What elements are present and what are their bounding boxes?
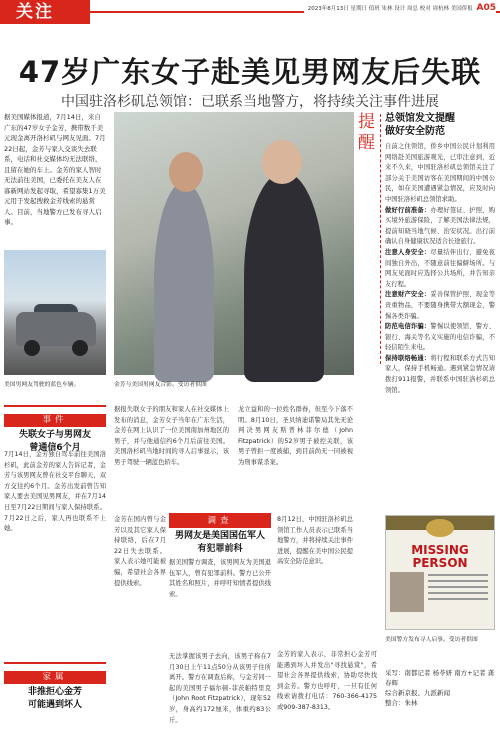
flyer-text-lines <box>428 574 488 604</box>
car-wheel <box>24 340 40 356</box>
credits-line3: 整合：朱林 <box>385 699 418 707</box>
sidebar-para2: 尽量结伴出行，避免夜间独自外出，不随意前往偏僻场所。与网友见面时应选择公共场所，并告知亲友行程。 <box>385 248 496 288</box>
masthead <box>304 3 496 13</box>
credits-line1: 采写：南都记者 杨苓妍 南方+记者 龚春辉 <box>385 669 495 687</box>
event-box-header <box>4 405 106 453</box>
col3-top-body: 龙立益和的一拉姓名群眷，但至今下落不明。8月10日，圣贝纳迪诺警局其先无论判决男网友斯普林菲尔德（John Fitzpatrick）的52岁男子被控关联，该男子曾拒一度被捕，到目前尚无一同被视为刑事谋杀案。 <box>238 406 353 466</box>
investigation-header <box>169 513 271 553</box>
family-tag: 家属 <box>4 671 106 684</box>
sidebar-para1: 办理好签证、护照，购买境外旅游保险，了解美国法律法规，提前知晓当地气候、治安状况。出行前确认自身健康状况适合长途旅行。 <box>385 206 496 246</box>
sidebar-para1-title: 做好行前准备： <box>385 206 431 214</box>
investigation-title-line2: 有犯罪前科 <box>197 544 243 554</box>
family-title-line1: 非推拒心金芳 <box>27 687 82 697</box>
car-photo <box>4 250 106 375</box>
investigation-body: 据美国警方调查，该男网友为美国退伍军人，曾有犯罪前科。警方已公开其姓名和照片，并呼吁知情者提供线索。 <box>169 559 271 598</box>
man-head <box>169 152 203 192</box>
top-bar <box>0 0 500 24</box>
car-wheel <box>72 340 88 356</box>
sheriff-seal-icon <box>426 519 454 537</box>
sidebar-para5-title: 保持联络畅通： <box>385 354 431 362</box>
credits-line2: 综合新京报、九派新闻 <box>385 689 450 697</box>
missing-person-flyer <box>385 515 495 630</box>
woman-figure <box>244 172 324 382</box>
masthead-paper: 美国侨报 <box>450 6 473 12</box>
family-title <box>4 686 106 712</box>
sidebar-para4: 警惕以使领馆、警方、银行、海关等名义实施的电信诈骗，不轻信陌生来电。 <box>385 323 496 352</box>
sidebar-para3-title: 注意财产安全： <box>385 291 431 299</box>
sidebar-headline-line2: 做好安全防范 <box>385 126 445 137</box>
family-box-header <box>4 662 106 710</box>
couple-photo <box>114 112 354 375</box>
event-tag: 事件 <box>4 414 106 427</box>
family-title-line2: 可能遇到坏人 <box>27 700 82 710</box>
investigation-bottom-body: 金芳的家人表示，非常担心金芳可能遇到坏人并发出"寻找悬赏"，希望社会各界提供线索，协助尽快找到金芳。警方也呼吁，一旦有任何线索请拨打电话：760-366-4175或909-387-8313。 <box>277 651 377 711</box>
investigation-title <box>169 530 271 556</box>
sidebar-body <box>385 142 495 507</box>
investigation-title-line1: 男网友是美国国伍军人 <box>174 531 265 541</box>
sidebar-para4-title: 防范电信诈骗： <box>385 323 431 331</box>
sidebar-para2-title: 注意人身安全： <box>385 248 431 256</box>
sidebar-para5: 将行程和联系方式告知家人，保持手机畅通。遇到紧急情况请拨打911报警，并联系中国驻洛杉矶总领馆。 <box>385 354 496 394</box>
car-caption: 美国男网友驾驶的蓝色车辆。 <box>4 382 80 388</box>
sidebar-divider <box>380 114 381 364</box>
col3-bottom-body: 8月12日，中国驻洛杉矶总领馆工作人员表示已联系当地警方，并将持续关注事件进展，提醒在美中国公民提高安全防范意识。 <box>277 516 353 566</box>
couple-caption: 金芳与美国男网友合影。受访者供图 <box>114 382 207 388</box>
section-tag: 关注 <box>0 0 90 24</box>
headline: 47岁广东女子赴美见男网友后失联 <box>18 55 482 89</box>
col2-bottom-body: 金芳在国内曾与金芳以及其它家人保持联络，后在7月22日失去联系。家人表示她可能被骗，希望社会各界提供线索。 <box>114 516 166 587</box>
flyer-title: MISSING PERSON <box>411 543 469 570</box>
sidebar-para3: 妥善保管护照、现金等贵重物品，不要随身携带大额现金，警惕各类诈骗。 <box>385 291 496 320</box>
col2-top-body: 据报失联女子的朋友和家人在社交媒体上发布的消息，金芳女子当年在广东生活，金芳在网上认识了一位美国南加州地区的男子，并与他通信约6个月后前往美国。美国洛杉矶当地时间的寻人启事显示，该男子驾驶一辆蓝色轿车。 <box>114 406 229 466</box>
intro-paragraph: 据美国媒体报道，7月14日，来自广东的47岁女子金芳，携带数千美元现金离开洛杉矶与网友见面。7月22日起，金芳与家人交谈失去联系，电话和社交媒体均无法联络，且留在她的车上。金芳的家人智时无法前往美国，已委托在美友人在寡新网站发起寻取，希望寡集1万美元用于发起搜救金芳线索的悬赏人。目前，当地警方已发布寻人启事。 <box>4 113 106 226</box>
flyer-caption: 美国警方发布寻人启事。受访者供图 <box>385 637 478 643</box>
sidebar-intro: 自前之住领馆，侨乡中国公民计划利用网络赴美国旅游观光，已审注意到，近来不久来，中国驻洛杉矶总领馆关注了部分关于美国访客在美国期间的中国公民，如在美国遭遇紧急情况，应及时向中国驻洛杉矶总领馆求助。 <box>385 143 495 203</box>
page-number: A05 <box>476 3 496 13</box>
woman-head <box>262 140 302 184</box>
event-title-line2: 曾通信6个月 <box>29 443 81 453</box>
flyer-photo <box>390 572 424 612</box>
sidebar-headline-line1: 总领馆发文提醒 <box>385 113 455 124</box>
sidebar-vertical-title: 提醒 <box>354 112 374 154</box>
man-figure <box>154 182 214 382</box>
investigation-col4-body: 无法掌握该男子去向，该男子称在7月30日上午11点50分从该男子住所离开。警方在调查后称，与金芳同一起的美国男子福尔顿-菲茨帕特里克（John Root Fitzpatrick），现年52岁，身高约172厘米，体重约83公斤。 <box>169 653 271 724</box>
event-title-line1: 失联女子与男网友 <box>18 430 91 440</box>
credits <box>385 668 500 708</box>
masthead-date: 2023年8月13日 星期日 值班 朱林 设计 周总 校对 周杭林 <box>307 6 449 12</box>
event-body: 7月14日，金芳独自驾车前往美国洛杉矶，此前金芳的家人告诉记者，金芳与该男网友曾在社交平台聊天，双方交往约6个月。金芳出发前曾告知家人要去美国见男网友，并在7月14日至7月22日期间与家人保持联系。7月22日之后，家人再也联系不上她。 <box>4 451 106 533</box>
sidebar-headline <box>385 112 455 138</box>
investigation-tag: 调查 <box>169 515 271 528</box>
subhead: 中国驻洛杉矶总领馆：已联系当地警方，将持续关注事件进展 <box>61 94 439 110</box>
